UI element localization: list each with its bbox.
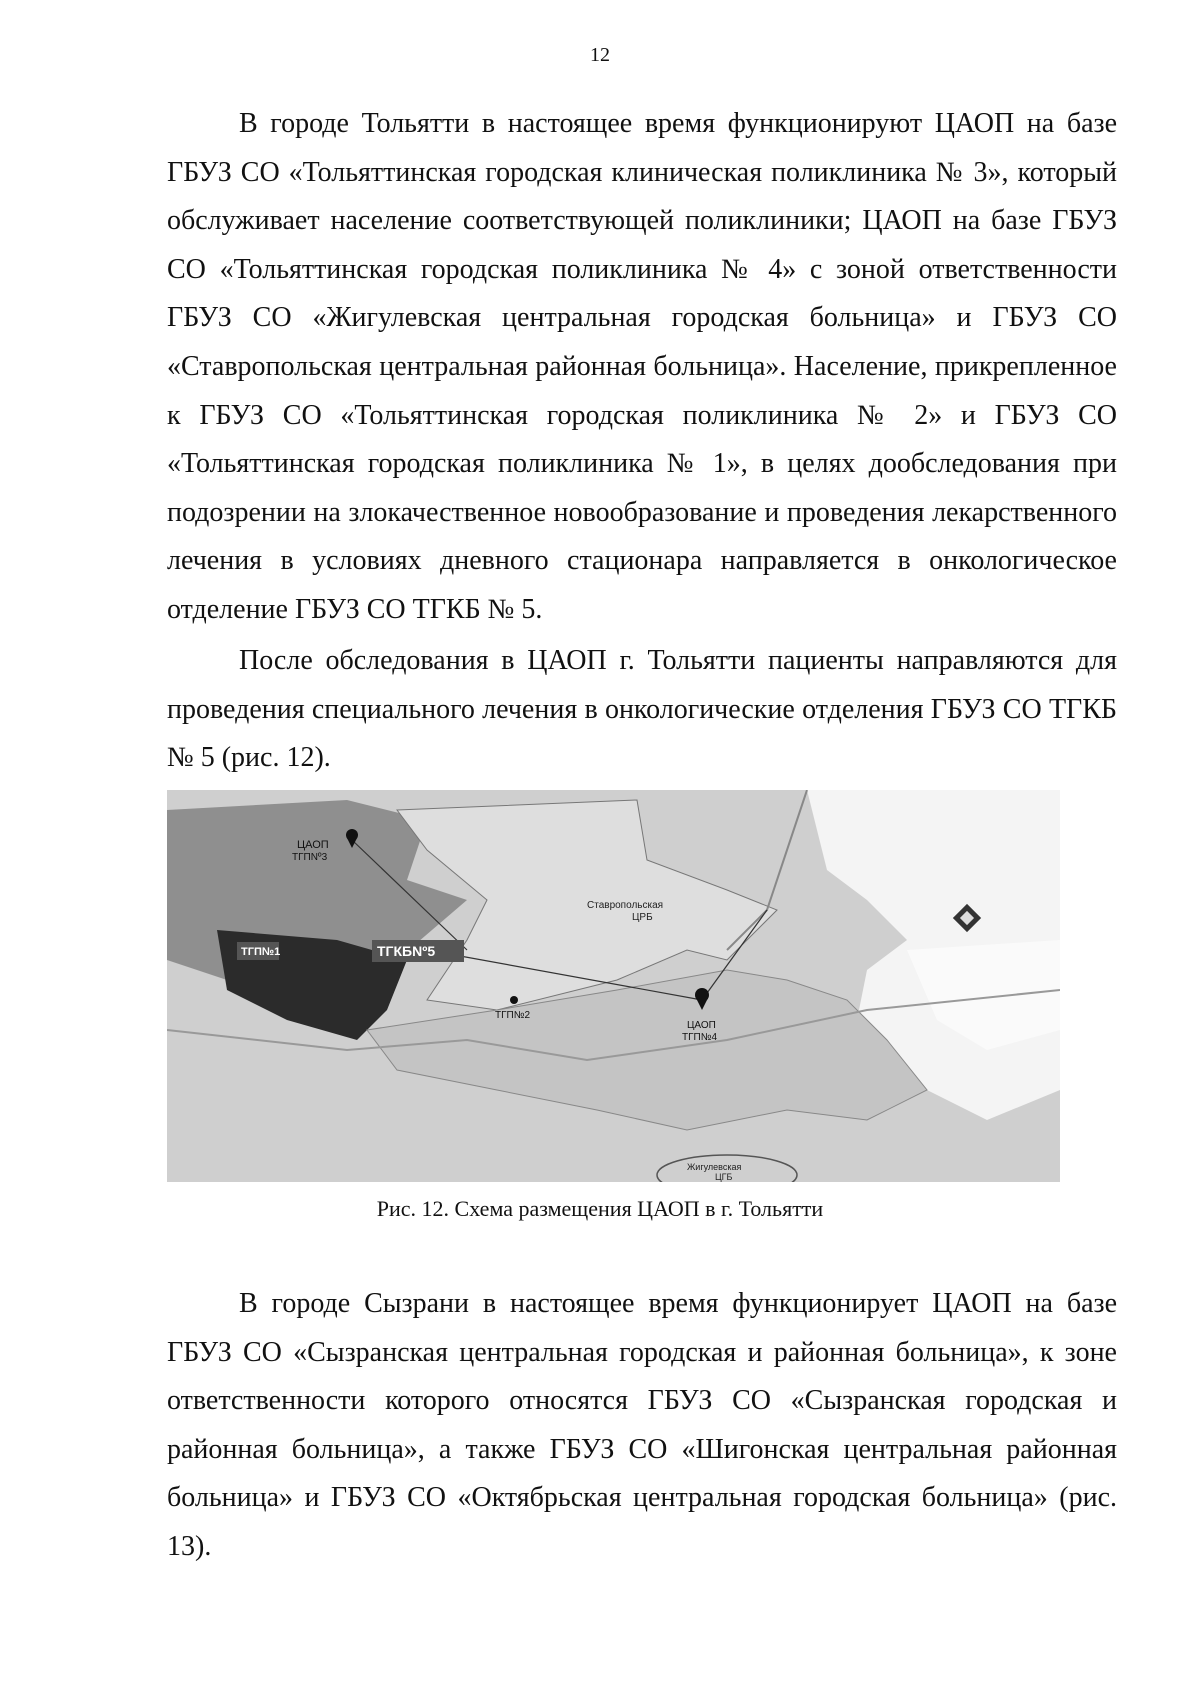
tgkb5-label: ТГКБNº5	[377, 943, 436, 959]
tgp1-label: ТГП№1	[241, 946, 281, 958]
caop-tgp4-label: ЦАОП	[687, 1020, 716, 1031]
caop-tgp3-label: ЦАОП	[297, 839, 329, 851]
zhigulevsk-sublabel: ЦГБ	[715, 1172, 733, 1182]
stavropol-sublabel: ЦРБ	[632, 912, 653, 923]
zhigulevsk-label: Жигулевская	[687, 1162, 742, 1172]
paragraph-togliatti-caop: В городе Тольятти в настоящее время функционируют ЦАОП на базе ГБУЗ СО «Тольяттинская городская клиническая поликлиника № 3», который обслуживает население соответствующей поликлиники; ЦАОП на базе ГБУЗ СО «Тольяттинская городская поликлиника № 4» с зоной ответственности ГБУЗ СО «Жигулевская центральная городская больница» и ГБУЗ СО «Ставропольская центральная районная больница». Население, прикрепленное к ГБУЗ СО «Тольяттинская городская поликлиника № 2» и ГБУЗ СО «Тольяттинская городская поликлиника № 1», в целях дообследования при подозрении на злокачественное новообразование и проведения лекарственного лечения в условиях дневного стационара направляется в онкологическое отделение ГБУЗ СО ТГКБ № 5.	[167, 108, 1117, 625]
stavropol-label: Ставропольская	[587, 900, 664, 911]
tgp2-label: ТГП№2	[495, 1010, 530, 1021]
tgp2-marker	[510, 996, 518, 1004]
caop-tgp4-sublabel: ТГП№4	[682, 1032, 717, 1043]
caop-tgp3-sublabel: ТГПNº3	[292, 852, 328, 863]
togliatti-map	[167, 790, 1060, 1182]
map-figure	[167, 790, 1060, 1182]
paragraph-after-examination: После обследования в ЦАОП г. Тольятти пациенты направляются для проведения специального лечения в онкологические отделения ГБУЗ СО ТГКБ № 5 (рис. 12).	[167, 645, 1117, 774]
paragraph-syzran-caop: В городе Сызрани в настоящее время функционирует ЦАОП на базе ГБУЗ СО «Сызранская центральная городская и районная больница», к зоне ответственности которого относятся ГБУЗ СО «Сызранская городская и районная больница», а также ГБУЗ СО «Шигонская центральная районная больница» и ГБУЗ СО «Октябрьская центральная городская больница» (рис. 13).	[167, 1288, 1117, 1562]
figure-caption: Рис. 12. Схема размещения ЦАОП в г. Тольятти	[376, 1196, 824, 1221]
page-number: 12	[590, 44, 610, 66]
